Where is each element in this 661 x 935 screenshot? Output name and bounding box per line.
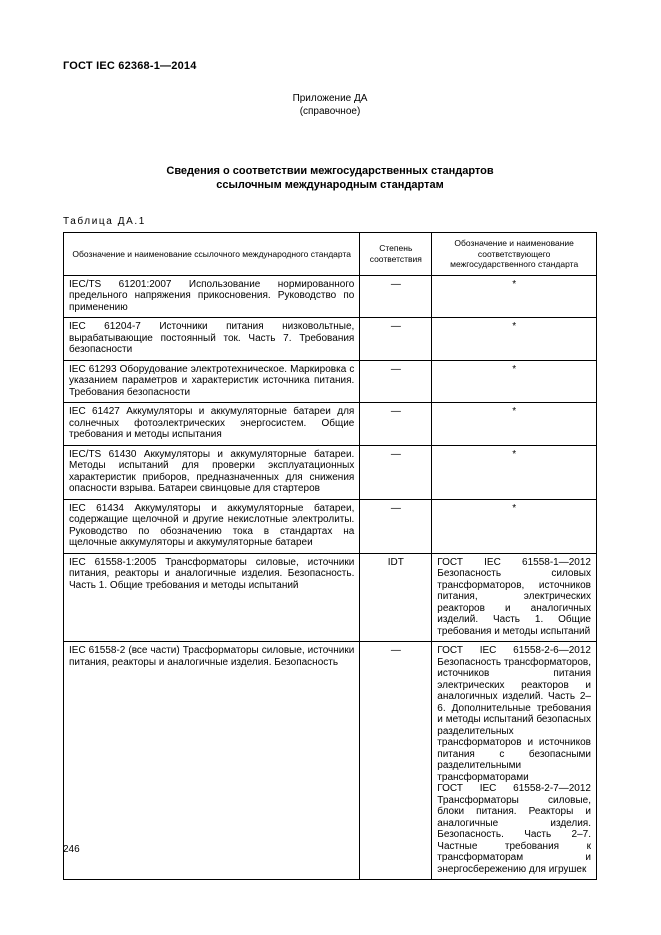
header-national-standard: Обозначение и наименование соответствующего межгосударственного стандарта [432,233,597,276]
intl-standard-cell: IEC 61293 Оборудование электротехническое. Маркировка с указанием параметров и характеристик источника питания. Требования безопасности [64,360,360,403]
national-standard-cell: * [432,275,597,318]
intl-standard-cell: IEC/TS 61430 Аккумуляторы и аккумуляторные батареи. Методы испытаний для проверки эксплуатационных характеристик приборов, предназначенных для снижения опасности взрыва. Батареи свинцовые для стартеров [64,445,360,499]
degree-cell: — [360,403,432,446]
national-standard-cell: * [432,445,597,499]
page-title-line2: ссылочным международным стандартам [216,179,444,191]
national-standard-paragraph: ГОСТ IEC 61558-2-7—2012 Трансформаторы силовые, блоки питания. Реакторы и аналогичные изделия. Безопасность. Часть 2–7. Частные требования к трансформаторам и энергосбережению для игрушек [437,783,591,875]
degree-cell: — [360,275,432,318]
national-standard-paragraph: ГОСТ IEC 61558-2-6—2012 Безопасность трансформаторов, источников питания электрических реакторов и аналогичных изделий. Часть 2–6. Дополнительные требования и методы испытаний безопасных разделительных трансформаторов и источников питания с безопасными разделительными трансформаторами [437,645,591,783]
header-intl-standard: Обозначение и наименование ссылочного международного стандарта [64,233,360,276]
national-standard-cell: * [432,499,597,553]
degree-cell: — [360,318,432,361]
annex-block [63,92,597,118]
table-row [64,499,597,553]
page-number: 246 [63,844,80,855]
intl-standard-cell: IEC 61427 Аккумуляторы и аккумуляторные батареи для солнечных фотоэлектрических энергосистем. Общие требования и методы испытания [64,403,360,446]
intl-standard-cell: IEC/TS 61201:2007 Использование нормированного предельного напряжения прикосновения. Руководство по применению [64,275,360,318]
degree-cell: — [360,499,432,553]
intl-standard-cell: IEC 61558-2 (все части) Трасформаторы силовые, источники питания, реакторы и аналогичные изделия. Безопасность [64,642,360,880]
correspondence-table [63,232,597,880]
annex-note: (справочное) [299,106,361,117]
national-standard-cell [432,642,597,880]
annex-label: Приложение ДА [292,93,368,104]
intl-standard-cell: IEC 61434 Аккумуляторы и аккумуляторные батареи, содержащие щелочной и другие некислотные электролиты. Руководство по обозначению тока в стандартах на щелочные аккумуляторы и аккумуляторные батареи [64,499,360,553]
degree-cell: — [360,642,432,880]
table-row [64,642,597,880]
page-title-line1: Сведения о соответствии межгосударственных стандартов [166,165,494,177]
degree-cell: IDT [360,553,432,642]
intl-standard-cell: IEC 61204-7 Источники питания низковольтные, вырабатывающие постоянный ток. Часть 7. Требования безопасности [64,318,360,361]
degree-cell: — [360,360,432,403]
intl-standard-cell: IEC 61558-1:2005 Трансформаторы силовые, источники питания, реакторы и аналогичные изделия. Безопасность. Часть 1. Общие требования и методы испытаний [64,553,360,642]
document-code: ГОСТ IEC 62368-1—2014 [63,60,197,72]
table-row [64,275,597,318]
header-degree: Степень соответствия [360,233,432,276]
table-row [64,360,597,403]
national-standard-cell: ГОСТ IEC 61558-1—2012 Безопасность силовых трансформаторов, источников питания, электрических реакторов и аналогичных изделий. Часть 1. Общие требования и методы испытаний [432,553,597,642]
national-standard-cell: * [432,318,597,361]
table-header-row [64,233,597,276]
degree-cell: — [360,445,432,499]
table-row [64,553,597,642]
table-row [64,403,597,446]
table-row [64,445,597,499]
national-standard-cell: * [432,403,597,446]
page-title [63,164,597,192]
table-caption: Таблица ДА.1 [63,216,146,227]
national-standard-cell: * [432,360,597,403]
table-row [64,318,597,361]
